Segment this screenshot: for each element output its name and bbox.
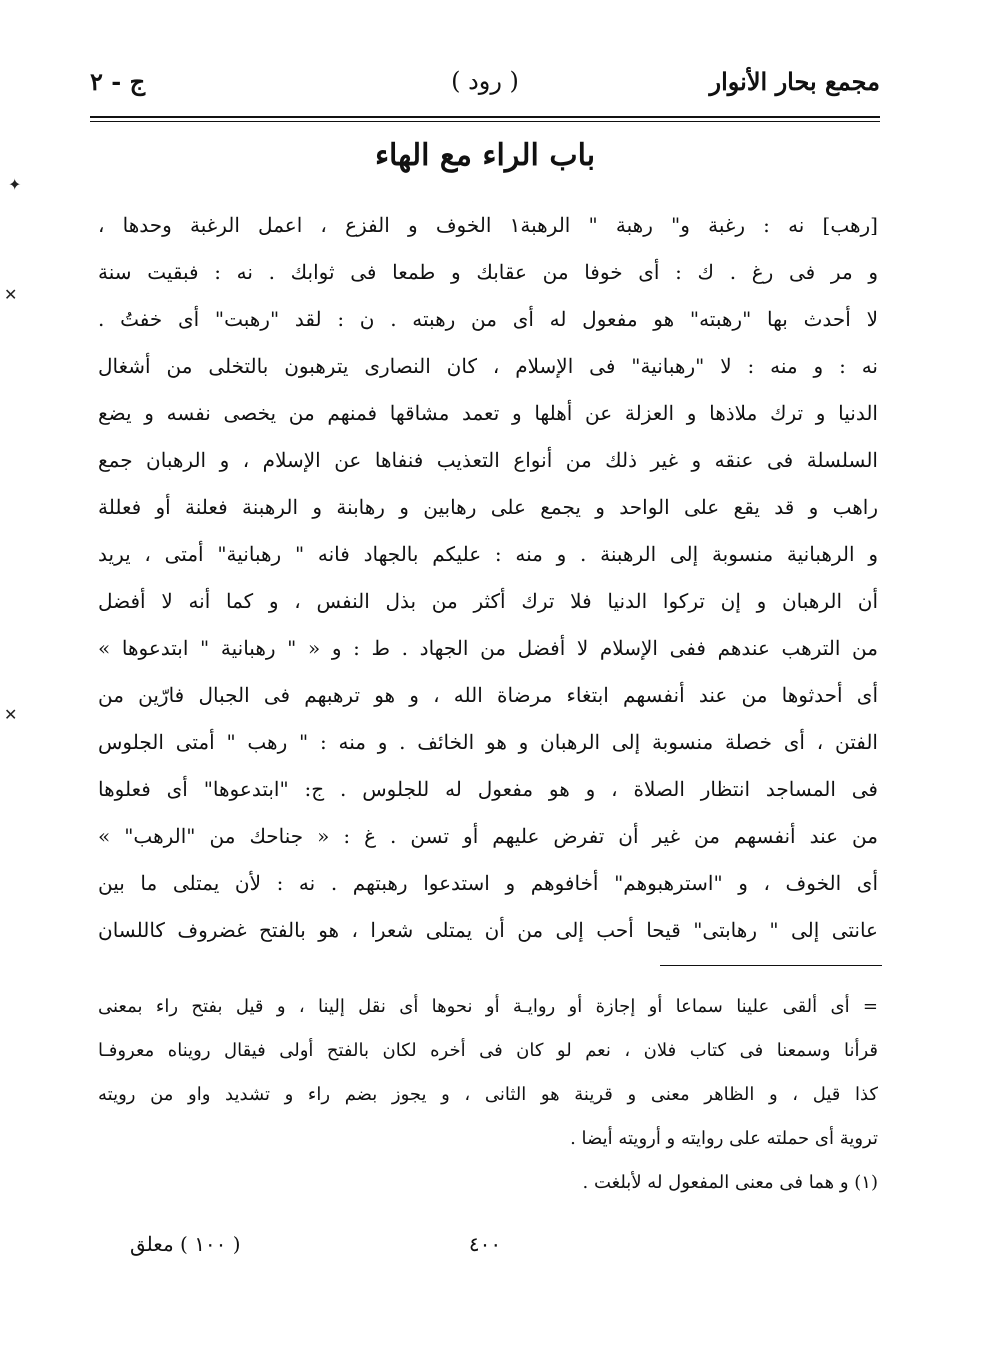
body-line: أن الرهبان و إن تركوا الدنيا فلا ترك أكثر من بذل النفس ، و كما أنه لا أفضل xyxy=(98,589,878,613)
header-rule xyxy=(90,116,880,122)
signature-mark: ( ١٠٠ ) معلق xyxy=(130,1232,241,1256)
footnote-line: قرأنا وسمعنا فى كتاب فلان ، نعم لو كان فى أخره لكان بالفتح أولى فيقال رويناه معروفـا xyxy=(98,1040,878,1061)
body-line: [رهب] نه : رغبة و" رهبة " الرهبة١ الخوف و الفزع ، اعمل الرغبة وحدها ، xyxy=(98,213,878,237)
footnote-separator xyxy=(660,965,882,966)
book-title: مجمع بحار الأنوار xyxy=(709,67,880,96)
footnote-line: = أى ألقى علينا سماعا أو إجازة أو روايـة أو نحوها أى نقل إلينا ، و قيل بفتح راء بمعنى xyxy=(98,996,878,1017)
root-word: ( رود ) xyxy=(451,67,519,95)
body-line: من عند أنفسهم من غير أن تفرض عليهم أو تسن . غ : « جناحك من "الرهب" » xyxy=(98,824,878,848)
body-line: أى أحدثوها من عند أنفسهم ابتغاء مرضاة الله ، و هو ترهبهم فى الجبال فارّين من xyxy=(98,683,878,707)
body-line: أى الخوف ، و "استرهبوهم" أخافوهم و استدعوا رهبتهم . نه : لأن يمتلى ما بين xyxy=(98,871,878,895)
body-line: و مر فى رغ . ك : أى خوفا من عقابك و طمعا فى ثوابك . نه : فبقيت سنة xyxy=(98,260,878,284)
page-footer xyxy=(90,1232,880,1266)
margin-cross-icon: ✕ xyxy=(4,285,18,304)
running-header xyxy=(90,67,880,105)
footnote-line: (١) و هما فى معنى المفعول له لأبلغت . xyxy=(582,1172,878,1193)
body-line: و الرهبانية منسوبة إلى الرهبنة . و منه : عليكم بالجهاد فانه " رهبانية" أمتى ، يريد xyxy=(98,542,878,566)
body-line: الدنيا و ترك ملاذها و العزلة عن أهلها و تعمد مشاقها فمنهم من يخصى نفسه و يضع xyxy=(98,401,878,425)
body-line: عانتى إلى " رهابتى" قيحا أحب إلى من أن يمتلى شعرا ، هو بالفتح غضروف كاللسان xyxy=(98,918,878,942)
body-line: نه : و منه : لا "رهبانية" فى الإسلام ، كان النصارى يترهبون بالتخلى من أشغال xyxy=(98,354,878,378)
footnotes xyxy=(98,985,878,1205)
body-line: راهب و قد يقع على الواحد و يجمع على رهابين و رهابنة و الرهبنة فعلنة أو فعللة xyxy=(98,495,878,519)
page-number: ٤٠٠ xyxy=(468,1232,502,1256)
body-line: من الترهب عندهم ففى الإسلام لا أفضل من الجهاد . ط : و « " رهبانية " ابتدعوها » xyxy=(98,636,878,660)
body-line: السلسلة فى عنقه و غير ذلك من أنواع التعذيب فنفاها عن الإسلام ، و الرهبان جمع xyxy=(98,448,878,472)
volume-label: ج - ٢ xyxy=(90,67,146,96)
margin-star-icon: ✦ xyxy=(8,175,22,194)
body-line: لا أحدث بها "رهبته" هو مفعول له أى من رهبته . ن : لقد "رهبت" أى خفتُ . xyxy=(98,307,878,331)
margin-cross-icon: ✕ xyxy=(4,705,18,724)
chapter-title: باب الراء مع الهاء xyxy=(374,138,596,173)
footnote-line: تروية أى حملته على روايته و أرويته أيضا . xyxy=(570,1128,878,1149)
body-line: فى المساجد انتظار الصلاة ، و هو مفعول له للجلوس . ج: "ابتدعوها" أى فعلوها xyxy=(98,777,878,801)
body-line: الفتن ، أى خصلة منسوبة إلى الرهبان و هو الخائف . و منه : " رهب " أمتى الجلوس xyxy=(98,730,878,754)
body-text xyxy=(98,202,878,954)
footnote-line: كذا قيل ، و الظاهر معنى و قرينة هو الثانى ، و يجوز بضم راء و تشديد واو من رويته xyxy=(98,1084,878,1105)
